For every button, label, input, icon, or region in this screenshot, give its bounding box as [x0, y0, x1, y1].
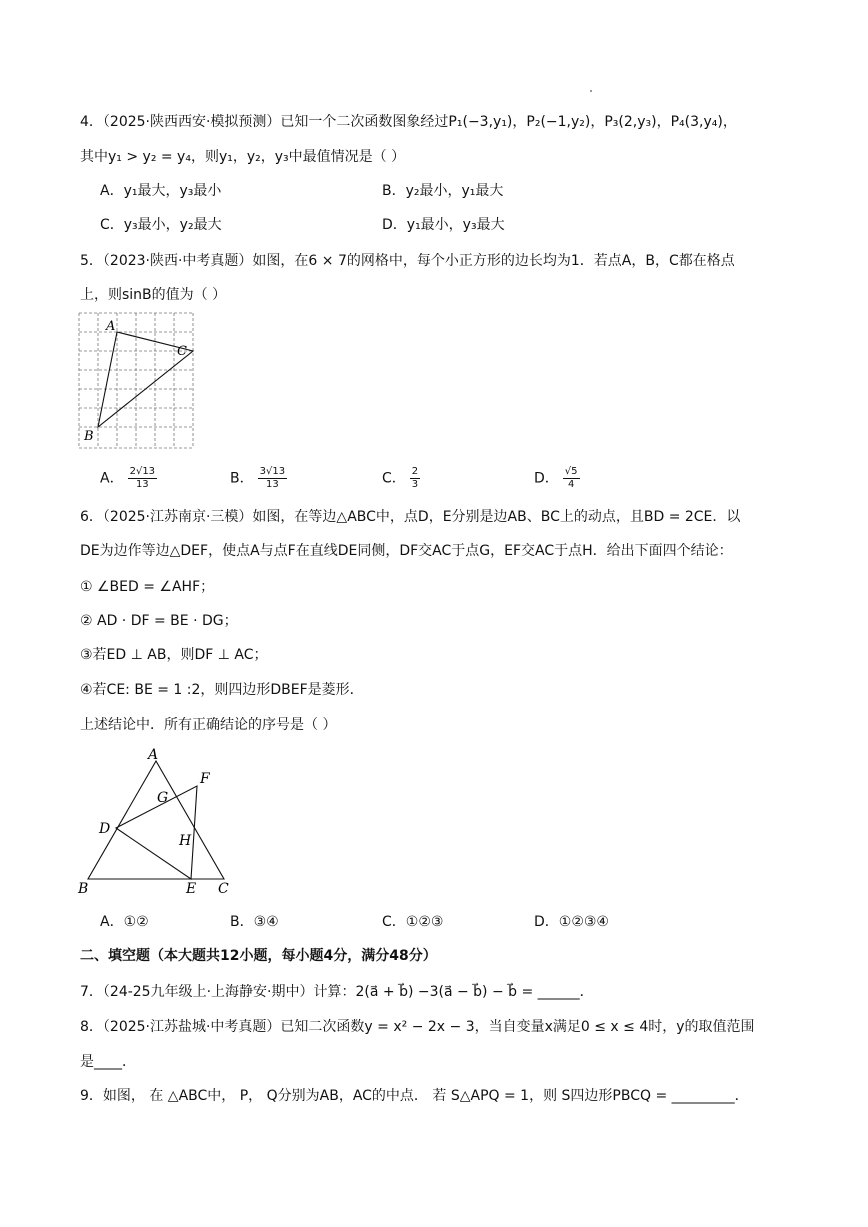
q5-option-b: B． $\frac{3√13}{13}$: [230, 466, 286, 490]
q4-option-c: C．y₃最小，y₂最大: [100, 217, 222, 233]
q6-conclusion-2: ② AD · DF = BE · DG；: [80, 613, 238, 629]
q5-grid-figure: [76, 310, 200, 454]
q4-option-b: B．y₂最小，y₁最大: [382, 183, 504, 199]
q6-question: 上述结论中．所有正确结论的序号是（ ）: [80, 717, 337, 733]
q6-conclusion-1: ① ∠BED = ∠AHF；: [80, 579, 215, 595]
q6-line2: DE为边作等边△DEF，使点A与点F在直线DE同侧，DF交AC于点G，EF交AC于点H．给出下面四个结论：: [80, 543, 733, 559]
q5-line1: 5．（2023·陕西·中考真题）如图，在6 × 7的网格中，每个小正方形的边长均为1．若点A，B，C都在格点: [80, 253, 735, 269]
label-b: B: [84, 429, 94, 444]
label-h: H: [179, 833, 192, 849]
label-d: D: [99, 821, 111, 837]
q6-option-a: A．①②: [100, 914, 149, 930]
q7-line: 7．（24-25九年级上·上海静安·期中）计算：2(a⃗ + b⃗) −3(a⃗ − b⃗) − b⃗ = ______．: [80, 984, 594, 1000]
q6-option-d: D．①②③④: [534, 914, 609, 930]
q5-line2: 上，则sinB的值为（ ）: [80, 287, 227, 303]
section-fill-in-heading: 二、填空题（本大题共12小题，每小题4分，满分48分）: [80, 948, 437, 964]
q6-triangle-figure: [76, 745, 246, 900]
q5-option-d: D． $\frac{√5}{4}$: [534, 466, 578, 490]
q5-option-a: A． $\frac{2√13}{13}$: [100, 466, 156, 490]
q4-line1: 4．（2025·陕西西安·模拟预测）已知一个二次函数图象经过P₁(−3,y₁)，P₂(−1,y₂)，P₃(2,y₃)，P₄(3,y₄)，: [80, 114, 737, 130]
page-dot: [590, 90, 592, 92]
q4-line2: 其中y₁ > y₂ = y₄，则y₁，y₂，y₃中最值情况是（ ）: [80, 149, 406, 165]
q6-line1: 6．（2025·江苏南京·三模）如图，在等边△ABC中，点D，E分别是边AB、BC上的动点，且BD = 2CE．以: [80, 509, 741, 525]
label-a: A: [106, 319, 116, 334]
q6-conclusion-3: ③若ED ⊥ AB，则DF ⊥ AC；: [80, 647, 268, 663]
q9-line: 9．如图， 在 △ABC中， P， Q分别为AB，AC的中点． 若 S△APQ = 1，则 S四边形PBCQ = _________．: [80, 1088, 749, 1104]
q5-option-c: C． $\frac{2}{3}$: [382, 466, 419, 490]
label-a: A: [148, 747, 159, 763]
q4-option-d: D．y₁最小，y₃最大: [382, 217, 505, 233]
label-e: E: [186, 881, 197, 897]
q6-option-c: C．①②③: [382, 914, 444, 930]
label-g: G: [157, 790, 169, 806]
q6-conclusion-4: ④若CE: BE = 1 :2，则四边形DBEF是菱形．: [80, 682, 364, 698]
q6-option-b: B．③④: [230, 914, 279, 930]
label-c: C: [218, 881, 229, 897]
grid-lines: [79, 313, 193, 448]
q8-line1: 8．（2025·江苏盐城·中考真题）已知二次函数y = x² − 2x − 3，当自变量x满足0 ≤ x ≤ 4时，y的取值范围: [80, 1019, 755, 1035]
label-c: C: [177, 344, 187, 359]
label-b: B: [78, 881, 89, 897]
q4-option-a: A．y₁最大，y₃最小: [100, 183, 222, 199]
q8-line2: 是____．: [80, 1054, 136, 1070]
label-f: F: [200, 771, 210, 787]
